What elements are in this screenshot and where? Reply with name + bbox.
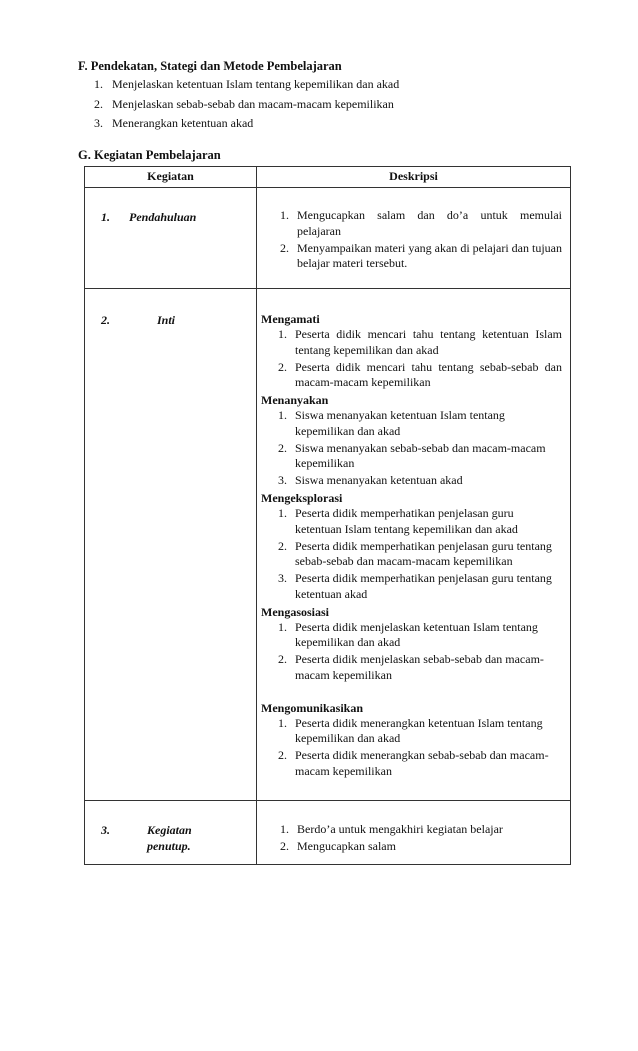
section-f-title: F. Pendekatan, Stategi dan Metode Pembelajaran (78, 59, 342, 73)
table-row (85, 188, 571, 289)
section-f-list (94, 75, 574, 134)
group-title-mengeksplorasi: Mengeksplorasi (261, 491, 343, 505)
list-item: 3. Peserta didik memperhatikan penjelasan guru tentang ketentuan akad (278, 571, 552, 601)
list-item: 1. Peserta didik mencari tahu tentang ketentuan Islam tentang kepemilikan dan akad (278, 327, 562, 357)
list-item: 2. Mengucapkan salam (280, 839, 396, 853)
list-item: 1. Berdo’a untuk mengakhiri kegiatan belajar (280, 822, 503, 836)
list-item: 2. Peserta didik mencari tahu tentang sebab-sebab dan macam-macam kepemilikan (278, 359, 562, 389)
kegiatan-cell: 3. Kegiatan penutup. (85, 801, 257, 865)
list-item: 3. Menerangkan ketentuan akad (94, 116, 254, 130)
section-g-title: G. Kegiatan Pembelajaran (78, 148, 221, 162)
list-item: 1. Peserta didik menjelaskan ketentuan Islam tentang kepemilikan dan akad (278, 619, 538, 649)
list-item: 2. Peserta didik menjelaskan sebab-sebab dan macam-macam kepemilikan (278, 652, 544, 682)
group-title-mengomunikasikan: Mengomunikasikan (261, 700, 364, 715)
group-title-mengasosiasi: Mengasosiasi (261, 604, 330, 619)
list-item: 1. Siswa menanyakan ketentuan Islam tentang kepemilikan dan akad (278, 408, 505, 438)
list-item: 1. Peserta didik memperhatikan penjelasan guru ketentuan Islam tentang kepemilikan dan akad (278, 506, 518, 536)
table-row (85, 801, 571, 865)
list-item: 3. Siswa menanyakan ketentuan akad (278, 473, 463, 487)
list-item: 2. Peserta didik memperhatikan penjelasan guru tentang sebab-sebab dan macam-macam kepemilikan (278, 538, 552, 568)
list-item: 2. Menyampaikan materi yang akan di pelajari dan tujuan belajar materi tersebut. (280, 240, 562, 270)
list-item: 1. Peserta didik menerangkan ketentuan Islam tentang kepemilikan dan akad (278, 715, 543, 745)
list-item: 2. Peserta didik menerangkan sebab-sebab dan macam-macam kepemilikan (278, 748, 549, 778)
deskripsi-cell (257, 289, 571, 801)
group-title-menanyakan: Menanyakan (261, 393, 329, 407)
deskripsi-cell (257, 188, 571, 289)
kegiatan-cell: 1. Pendahuluan (85, 188, 257, 289)
list-item: 1. Menjelaskan ketentuan Islam tentang kepemilikan dan akad (94, 77, 400, 91)
column-header-deskripsi: Deskripsi (257, 167, 571, 188)
list-item: 2. Menjelaskan sebab-sebab dan macam-macam kepemilikan (94, 96, 394, 111)
table-row (85, 289, 571, 801)
group-title-mengamati: Mengamati (261, 312, 320, 326)
column-header-kegiatan: Kegiatan (85, 167, 257, 188)
list-item: 2. Siswa menanyakan sebab-sebab dan macam-macam kepemilikan (278, 440, 546, 470)
deskripsi-cell (257, 801, 571, 865)
list-item: 1. Mengucapkan salam dan do’a untuk memulai pelajaran (280, 208, 562, 238)
activity-table (84, 166, 571, 865)
kegiatan-cell: 2. Inti (85, 289, 257, 801)
